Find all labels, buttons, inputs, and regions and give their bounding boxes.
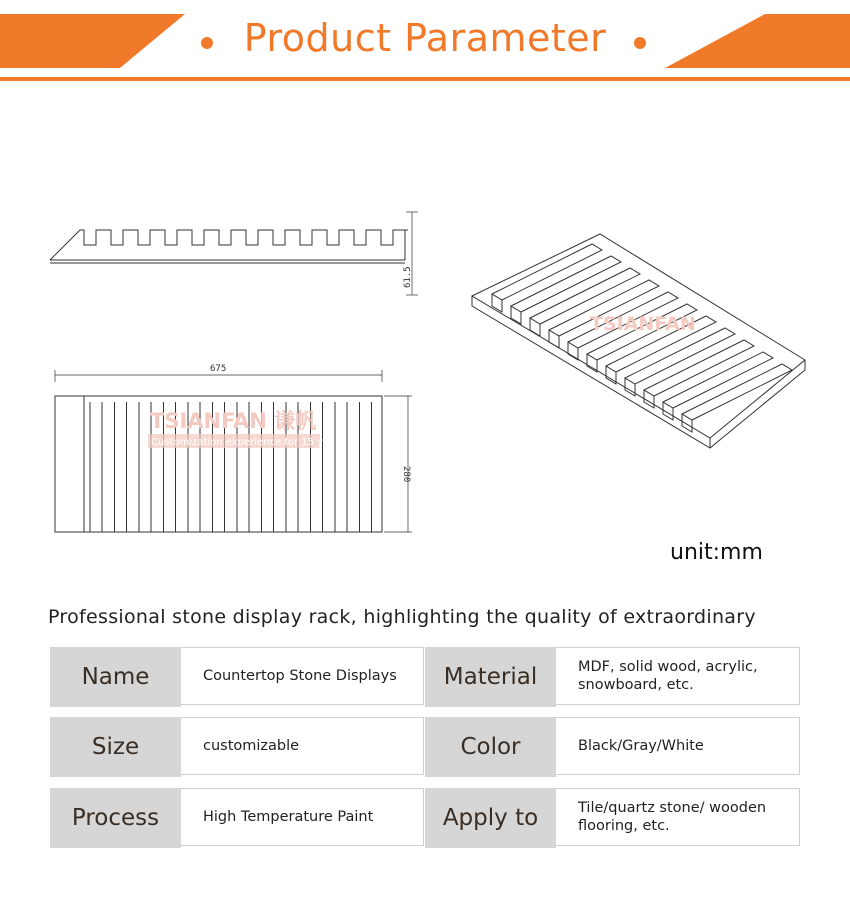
technical-drawings: [0, 190, 850, 570]
depth-dimension: 280: [401, 466, 411, 483]
iso-slats: [492, 244, 792, 432]
isometric-view-drawing: [472, 234, 805, 448]
param-label-process: Process: [50, 788, 181, 848]
top-view-drawing: [55, 370, 412, 532]
param-label-name: Name: [50, 647, 181, 707]
iso-slat: [492, 244, 602, 300]
param-row: [50, 788, 800, 848]
product-tagline: Professional stone display rack, highlighting the quality of extraordinary: [48, 606, 756, 628]
iso-slat: [682, 364, 792, 420]
watermark-brand-iso: TSIANFAN: [590, 313, 696, 335]
param-value-color: Black/Gray/White: [556, 717, 800, 775]
iso-slat: [644, 340, 754, 396]
iso-slat: [511, 256, 621, 312]
header-banner: [0, 0, 850, 86]
param-value-process: High Temperature Paint: [181, 788, 424, 846]
page-title: Product Parameter: [243, 16, 607, 60]
param-row: [50, 647, 800, 707]
param-value-name: Countertop Stone Displays: [181, 647, 424, 705]
banner-underline: [0, 77, 850, 81]
watermark-tagline: Customization experience for 15 years: [151, 437, 345, 448]
side-view-drawing: [50, 212, 418, 295]
param-row: [50, 717, 800, 777]
param-value-material: MDF, solid wood, acrylic, snowboard, etc.: [556, 647, 800, 705]
param-label-material: Material: [425, 647, 556, 707]
param-label-color: Color: [425, 717, 556, 777]
unit-label: unit:mm: [670, 540, 763, 565]
side-view-profile: [50, 230, 408, 260]
watermark-brand: TSIANFAN 谦帆: [150, 409, 317, 433]
param-label-apply-to: Apply to: [425, 788, 556, 848]
param-label-size: Size: [50, 717, 181, 777]
side-height-dimension: 61.5: [403, 266, 413, 288]
length-dimension: 675: [210, 364, 227, 374]
iso-slat: [625, 328, 735, 384]
param-value-size: customizable: [181, 717, 424, 775]
param-value-apply-to: Tile/quartz stone/ wooden flooring, etc.: [556, 788, 800, 846]
drawing-canvas: [0, 190, 850, 570]
